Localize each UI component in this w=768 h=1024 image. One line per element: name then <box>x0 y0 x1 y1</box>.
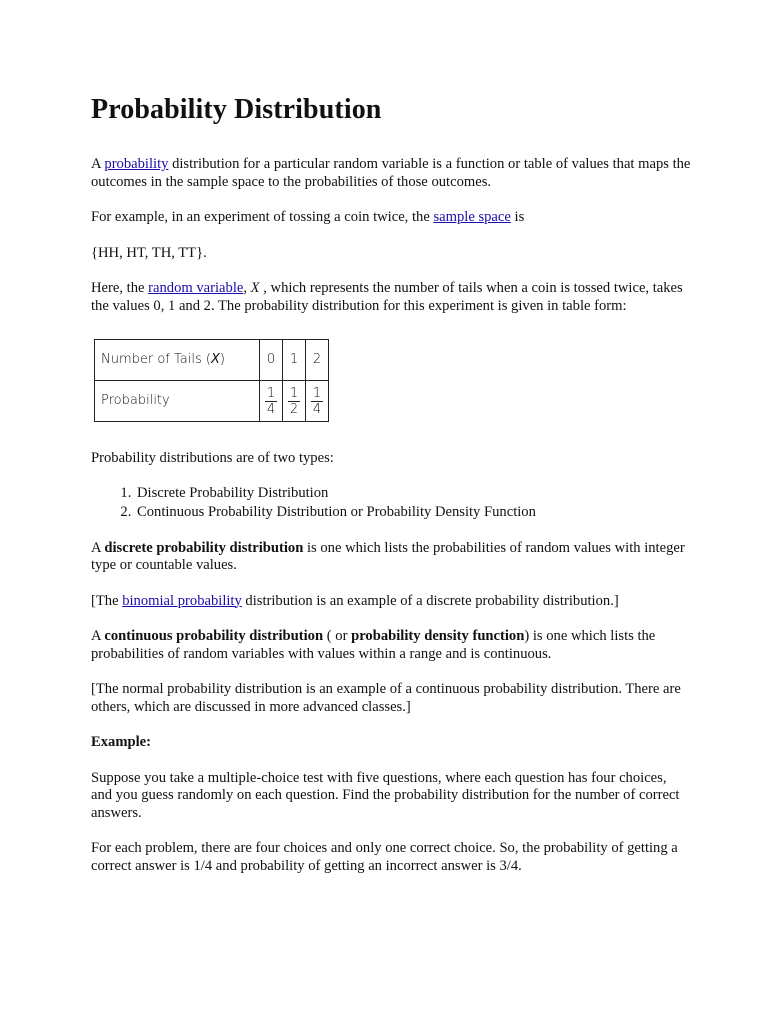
example-problem: Suppose you take a multiple-choice test with five questions, where each question has four choices, and you guess randomly on each question. Find the probability distribution for the number of correct answers. <box>91 769 680 821</box>
table-row-probability <box>95 381 329 422</box>
document-body <box>91 92 691 893</box>
intro-paragraph: A probability distribution for a particular random variable is a function or table of values that maps the outcomes in the sample space to the probabilities of those outcomes. <box>91 156 691 190</box>
example-heading: Example: <box>91 734 151 750</box>
table-row-outcomes <box>95 340 329 381</box>
fraction: $\frac{1}{2}$ <box>289 386 299 417</box>
table-value-cell: 0 <box>260 340 283 381</box>
types-intro: Probability distributions are of two types: <box>91 450 334 466</box>
list-item: 2. Continuous Probability Distribution or Probability Density Function <box>135 504 691 522</box>
fraction: $\frac{1}{4}$ <box>266 386 276 417</box>
sample-space-link[interactable]: sample space <box>433 209 511 225</box>
table-prob-cell <box>260 381 283 422</box>
example-solution: For each problem, there are four choices and only one correct choice. So, the probability of getting a correct answer is 1/4 and probability of getting an incorrect answer is 3/4. <box>91 840 678 874</box>
table-value-cell: 1 <box>283 340 306 381</box>
normal-note: [The normal probability distribution is an example of a continuous probability distribution. There are others, which are discussed in more advanced classes.] <box>91 681 681 715</box>
distribution-types-list <box>91 485 691 522</box>
table-probability-label: Probability <box>95 381 260 422</box>
discrete-definition: A discrete probability distribution is one which lists the probabilities of random values with integer type or countable values. <box>91 539 685 573</box>
list-item: 1. Discrete Probability Distribution <box>135 485 691 503</box>
random-variable-paragraph: Here, the random variable, X , which represents the number of tails when a coin is tossed twice, takes the values 0, 1 and 2. The probability distribution for this experiment is given in table form: <box>91 280 683 314</box>
probability-link[interactable]: probability <box>104 156 169 172</box>
table-prob-cell <box>306 381 329 422</box>
binomial-note: [The binomial probability distribution is an example of a discrete probability distribution.] <box>91 592 619 609</box>
page-title: Probability Distribution <box>91 94 382 125</box>
table-value-cell: 2 <box>306 340 329 381</box>
distribution-table <box>94 339 329 422</box>
table-header-cell: Number of Tails (X) <box>95 340 260 381</box>
random-variable-link[interactable]: random variable <box>148 280 244 296</box>
example-paragraph: For example, in an experiment of tossing a coin twice, the sample space is <box>91 209 525 225</box>
continuous-definition: A continuous probability distribution ( or probability density function) is one which lists the probabilities of random variables with values within a range and is continuous. <box>91 628 656 662</box>
sample-space-set: {HH, HT, TH, TT}. <box>91 244 207 261</box>
fraction: $\frac{1}{4}$ <box>312 386 322 417</box>
binomial-probability-link[interactable]: binomial probability <box>122 592 242 609</box>
table-prob-cell <box>283 381 306 422</box>
